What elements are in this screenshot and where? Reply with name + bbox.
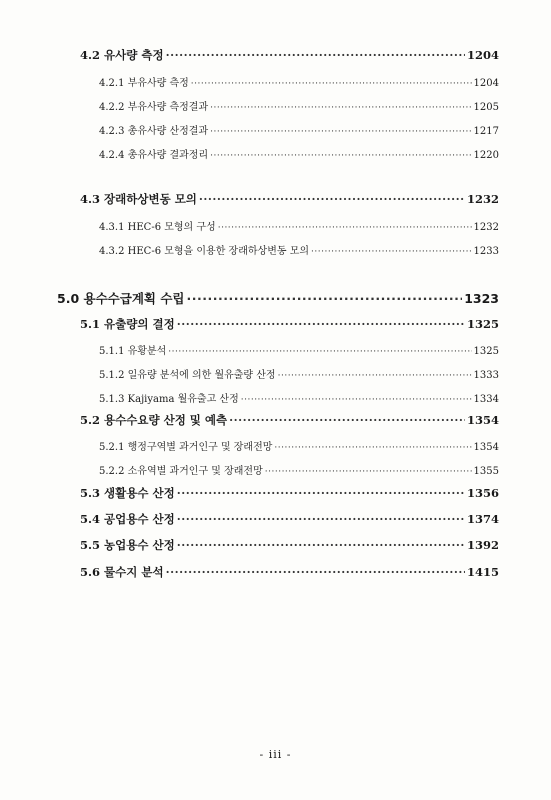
toc-page: 1334	[473, 394, 499, 405]
dot-leader	[210, 151, 471, 161]
toc-page: 1220	[473, 150, 499, 161]
toc-number: 5.1.2	[99, 370, 125, 381]
toc-number: 5.1	[80, 317, 101, 331]
dot-leader	[177, 317, 465, 331]
toc-page: 1232	[466, 192, 499, 206]
dot-leader	[210, 103, 471, 113]
toc-number: 4.2.3	[99, 126, 125, 137]
toc-number: 5.3	[80, 486, 101, 500]
toc-title: 총유사량 산정결과	[127, 126, 209, 137]
toc-number: 5.6	[80, 565, 101, 579]
toc-entry-5-2-2	[99, 462, 499, 477]
dot-leader	[177, 538, 465, 552]
toc-page: 1392	[466, 538, 499, 552]
dot-leader	[199, 192, 465, 206]
dot-leader	[177, 512, 465, 526]
toc-entry-4-2-2	[99, 98, 499, 113]
toc-title: Kajiyama 월유출고 산정	[127, 394, 239, 405]
toc-number: 4.3.2	[99, 246, 125, 257]
toc-entry-4-3-1	[99, 218, 499, 233]
toc-entry-5-1-1	[99, 342, 499, 357]
dot-leader	[218, 223, 472, 233]
dot-leader	[311, 247, 472, 257]
toc-title: 유출량의 결정	[104, 317, 175, 331]
toc-number: 5.2.1	[99, 442, 125, 453]
toc-title: 소유역별 과거인구 및 장래전망	[127, 466, 263, 477]
toc-entry-5-0	[57, 289, 499, 307]
toc-entry-4-3-2	[99, 242, 499, 257]
toc-title: 부유사량 측정결과	[127, 102, 209, 113]
dot-leader	[177, 486, 465, 500]
toc-page: 1333	[473, 370, 499, 381]
toc-page: 1325	[466, 317, 499, 331]
toc-entry-5-6	[80, 564, 499, 580]
toc-title: 유사량 측정	[104, 48, 164, 62]
toc-entry-5-1-2	[99, 366, 499, 381]
dot-leader	[278, 371, 472, 381]
dot-leader	[186, 291, 462, 306]
toc-number: 5.0	[57, 291, 80, 306]
toc-title: 생활용수 산정	[104, 486, 175, 500]
toc-entry-5-3	[80, 485, 499, 501]
toc-entry-5-1	[80, 316, 499, 332]
toc-title: HEC-6 모형을 이용한 장래하상변동 모의	[127, 246, 310, 257]
toc-page: 1217	[473, 126, 499, 137]
toc-number: 5.2	[80, 413, 101, 427]
toc-page: 1355	[473, 466, 499, 477]
toc-entry-5-5	[80, 537, 499, 553]
toc-entry-4-3	[80, 191, 499, 207]
toc-entry-4-2-1	[99, 74, 499, 89]
dot-leader	[191, 79, 472, 89]
toc-page: 1323	[464, 291, 499, 306]
dot-leader	[168, 347, 471, 357]
toc-number: 5.1.3	[99, 394, 125, 405]
toc-number: 4.3.1	[99, 222, 125, 233]
toc-title: 총유사량 결과정리	[127, 150, 209, 161]
toc-page: 1354	[473, 442, 499, 453]
toc-title: 용수수급계획 수립	[83, 291, 185, 306]
dot-leader	[265, 467, 472, 477]
toc-page: 1415	[466, 565, 499, 579]
toc-page: 1356	[466, 486, 499, 500]
toc-page: 1232	[473, 222, 499, 233]
toc-page: 1204	[466, 48, 499, 62]
dot-leader	[166, 565, 465, 579]
toc-title: 행정구역별 과거인구 및 장래전망	[127, 442, 273, 453]
toc-title: 일유량 분석에 의한 월유출량 산정	[127, 370, 276, 381]
dot-leader	[166, 48, 465, 62]
toc-title: 용수수요량 산정 및 예측	[104, 413, 228, 427]
toc-title: 유황분석	[127, 346, 167, 357]
dot-leader	[229, 413, 465, 427]
toc-title: 농업용수 산정	[104, 538, 175, 552]
toc-title: 부유사량 측정	[127, 78, 189, 89]
toc-number: 5.5	[80, 538, 101, 552]
toc-number: 4.2.2	[99, 102, 125, 113]
toc-entry-5-4	[80, 511, 499, 527]
toc-page: 1204	[473, 78, 499, 89]
toc-page: 1325	[473, 346, 499, 357]
toc-page: 1374	[466, 512, 499, 526]
toc-number: 5.2.2	[99, 466, 125, 477]
toc-page: 1354	[466, 413, 499, 427]
toc-number: 5.4	[80, 512, 101, 526]
toc-title: 공업용수 산정	[104, 512, 175, 526]
dot-leader	[241, 395, 472, 405]
toc-title: HEC-6 모형의 구성	[127, 222, 216, 233]
toc-number: 5.1.1	[99, 346, 125, 357]
toc-entry-4-2-4	[99, 146, 499, 161]
dot-leader	[210, 127, 471, 137]
toc-number: 4.2.4	[99, 150, 125, 161]
toc-number: 4.2	[80, 48, 101, 62]
toc-title: 장래하상변동 모의	[104, 192, 197, 206]
toc-title: 물수지 분석	[104, 565, 164, 579]
dot-leader	[274, 443, 471, 453]
toc-entry-5-2-1	[99, 438, 499, 453]
toc-entry-5-2	[80, 412, 499, 428]
toc-page: 1205	[473, 102, 499, 113]
page-number: - iii -	[259, 748, 292, 761]
toc-number: 4.2.1	[99, 78, 125, 89]
toc-page: 1233	[473, 246, 499, 257]
toc-entry-4-2-3	[99, 122, 499, 137]
toc-entry-5-1-3	[99, 390, 499, 405]
toc-entry-4-2	[80, 47, 499, 63]
toc-number: 4.3	[80, 192, 101, 206]
